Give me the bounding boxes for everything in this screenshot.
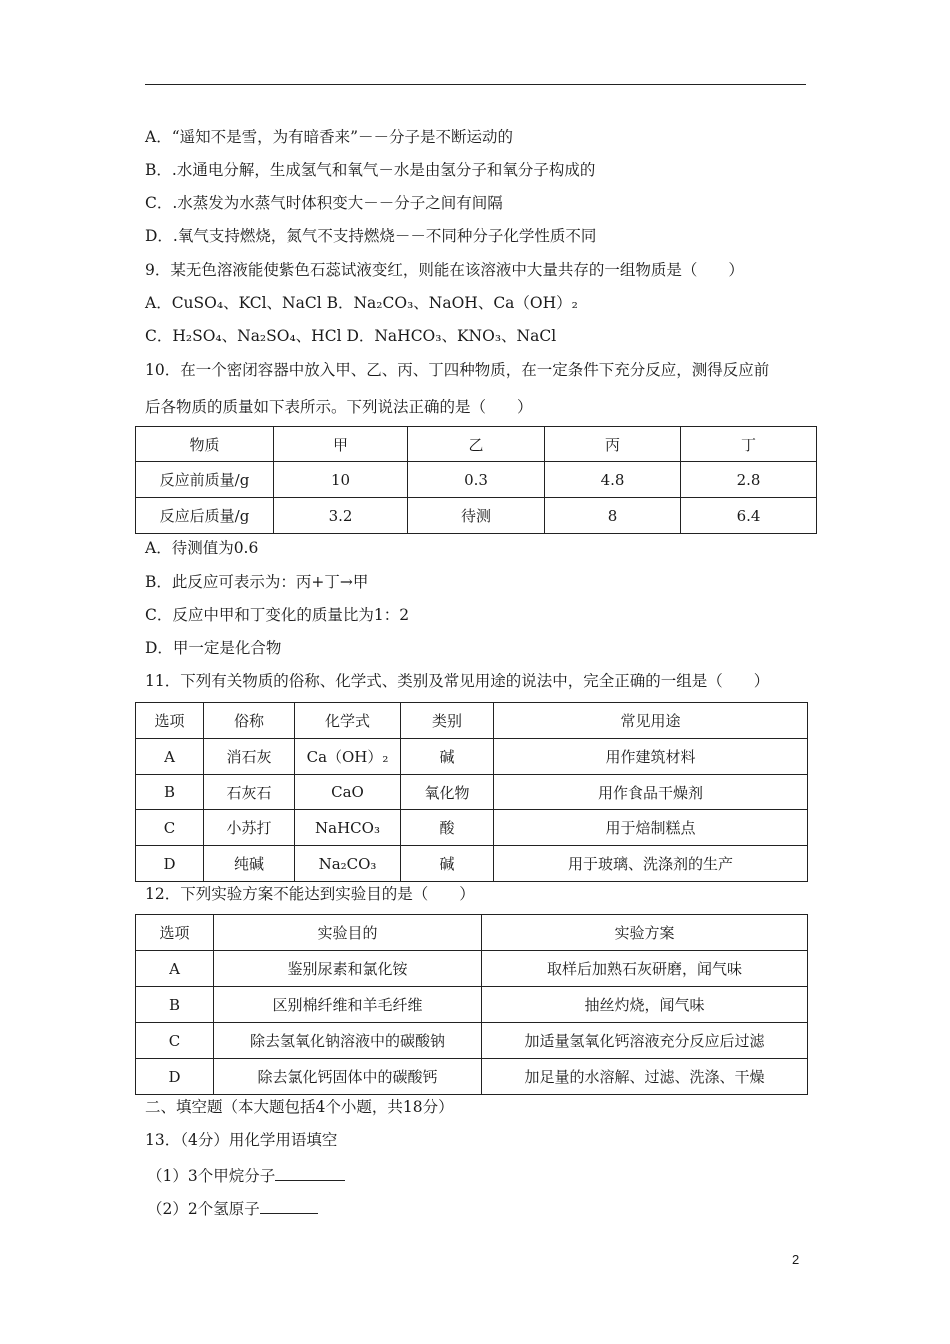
q12-table — [135, 914, 808, 1095]
q10-table — [135, 426, 817, 534]
table-cell: B — [136, 987, 214, 1023]
table-cell: D — [136, 1059, 214, 1095]
table-cell: 0.3 — [408, 462, 545, 498]
table-cell: 3.2 — [274, 498, 408, 534]
table-cell: A — [136, 951, 214, 987]
q10-stem-line2: 后各物质的质量如下表所示。下列说法正确的是（ ） — [145, 398, 533, 416]
q8-option-c: C．.水蒸发为水蒸气时体积变大－－分子之间有间隔 — [145, 194, 503, 212]
table-cell: D — [136, 846, 204, 882]
q10-option-b: B．此反应可表示为：丙+丁→甲 — [145, 573, 369, 591]
table-cell: 碱 — [401, 846, 494, 882]
table-cell: 石灰石 — [204, 775, 295, 810]
table-cell: 用于玻璃、洗涤剂的生产 — [494, 846, 808, 882]
q9-stem: 9．某无色溶液能使紫色石蕊试液变红，则能在该溶液中大量共存的一组物质是（ ） — [145, 261, 744, 279]
table-cell: C — [136, 1023, 214, 1059]
header-rule — [145, 84, 806, 85]
table-cell: 实验目的 — [214, 915, 482, 951]
table-cell: 选项 — [136, 915, 214, 951]
table-cell: 加适量氢氧化钙溶液充分反应后过滤 — [482, 1023, 808, 1059]
table-cell: 选项 — [136, 703, 204, 739]
table-cell: 类别 — [401, 703, 494, 739]
table-cell: 待测 — [408, 498, 545, 534]
table-cell: 乙 — [408, 427, 545, 462]
q8-option-a: A．“遥知不是雪，为有暗香来”－－分子是不断运动的 — [145, 128, 514, 146]
table-cell: 酸 — [401, 810, 494, 846]
q13-stem: 13．（4分）用化学用语填空 — [145, 1131, 338, 1149]
table-cell: 丙 — [545, 427, 681, 462]
table-cell: 俗称 — [204, 703, 295, 739]
page-number: 2 — [792, 1252, 800, 1267]
table-cell: 加足量的水溶解、过滤、洗涤、干燥 — [482, 1059, 808, 1095]
q8-option-b: B．.水通电分解，生成氢气和氧气－水是由氢分子和氧分子构成的 — [145, 161, 596, 179]
table-cell: 丁 — [681, 427, 817, 462]
table-cell: 化学式 — [295, 703, 401, 739]
q9-options-cd: C．H₂SO₄、Na₂SO₄、HCl D．NaHCO₃、KNO₃、NaCl — [145, 327, 557, 345]
q10-option-c: C．反应中甲和丁变化的质量比为1：2 — [145, 606, 410, 624]
table-cell: 纯碱 — [204, 846, 295, 882]
table-cell: 6.4 — [681, 498, 817, 534]
q13-item-1-text: （1）3个甲烷分子 — [147, 1167, 276, 1185]
q11-table — [135, 702, 808, 882]
table-cell: 碱 — [401, 739, 494, 775]
table-cell: 甲 — [274, 427, 408, 462]
q12-stem: 12．下列实验方案不能达到实验目的是（ ） — [145, 885, 475, 903]
table-cell: 小苏打 — [204, 810, 295, 846]
q13-item-2-text: （2）2个氢原子 — [147, 1200, 260, 1218]
q11-stem: 11．下列有关物质的俗称、化学式、类别及常见用途的说法中，完全正确的一组是（ ） — [145, 672, 770, 690]
table-cell: 2.8 — [681, 462, 817, 498]
table-cell: 用作食品干燥剂 — [494, 775, 808, 810]
table-cell: Na₂CO₃ — [295, 846, 401, 882]
q13-item-2 — [147, 1197, 318, 1219]
answer-blank[interactable] — [260, 1197, 318, 1214]
q8-option-d: D．.氧气支持燃烧，氮气不支持燃烧－－不同种分子化学性质不同 — [145, 227, 597, 245]
table-cell: 消石灰 — [204, 739, 295, 775]
q9-options-ab: A．CuSO₄、KCl、NaCl B．Na₂CO₃、NaOH、Ca（OH）₂ — [145, 294, 578, 312]
table-cell: 反应前质量/g — [136, 462, 274, 498]
table-cell: 10 — [274, 462, 408, 498]
table-cell: A — [136, 739, 204, 775]
table-cell: C — [136, 810, 204, 846]
table-cell: 除去氯化钙固体中的碳酸钙 — [214, 1059, 482, 1095]
table-cell: 用作建筑材料 — [494, 739, 808, 775]
table-cell: 氧化物 — [401, 775, 494, 810]
table-cell: 反应后质量/g — [136, 498, 274, 534]
table-cell: 抽丝灼烧，闻气味 — [482, 987, 808, 1023]
answer-blank[interactable] — [275, 1164, 345, 1181]
q13-item-1 — [147, 1164, 345, 1186]
q10-option-a: A．待测值为0.6 — [145, 539, 259, 557]
table-cell: CaO — [295, 775, 401, 810]
table-cell: 区别棉纤维和羊毛纤维 — [214, 987, 482, 1023]
section-heading: 二、填空题（本大题包括4个小题，共18分） — [145, 1098, 454, 1116]
q10-stem-line1: 10．在一个密闭容器中放入甲、乙、丙、丁四种物质，在一定条件下充分反应，测得反应前 — [145, 361, 770, 379]
table-cell: 除去氢氧化钠溶液中的碳酸钠 — [214, 1023, 482, 1059]
table-cell: 4.8 — [545, 462, 681, 498]
table-cell: 物质 — [136, 427, 274, 462]
table-cell: 常见用途 — [494, 703, 808, 739]
q10-option-d: D．甲一定是化合物 — [145, 639, 282, 657]
table-cell: 8 — [545, 498, 681, 534]
table-cell: 鉴别尿素和氯化铵 — [214, 951, 482, 987]
table-cell: 实验方案 — [482, 915, 808, 951]
table-cell: 取样后加熟石灰研磨，闻气味 — [482, 951, 808, 987]
table-cell: NaHCO₃ — [295, 810, 401, 846]
table-cell: B — [136, 775, 204, 810]
table-cell: Ca（OH）₂ — [295, 739, 401, 775]
table-cell: 用于焙制糕点 — [494, 810, 808, 846]
